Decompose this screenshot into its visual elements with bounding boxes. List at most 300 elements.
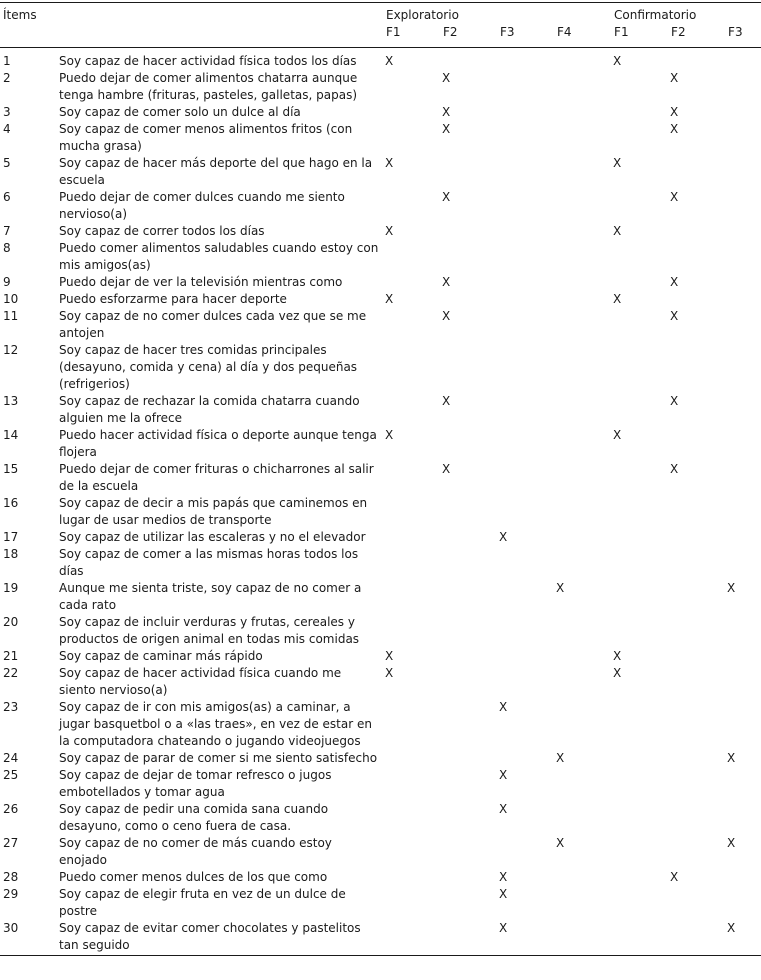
table-row xyxy=(0,70,761,104)
exploratory-factor-cell xyxy=(554,189,611,223)
confirmatory-factor-cell xyxy=(668,835,725,869)
confirmatory-factor-cell xyxy=(611,886,668,920)
item-number: 3 xyxy=(3,105,11,119)
confirmatory-factor-mark: X xyxy=(613,156,622,170)
item-text: Soy capaz de correr todos los días xyxy=(59,224,265,238)
table-row xyxy=(0,835,761,869)
confirmatory-factor-mark: X xyxy=(613,54,622,68)
confirmatory-factor-cell xyxy=(725,240,761,274)
confirmatory-factor-cell xyxy=(611,240,668,274)
exploratory-factor-cell xyxy=(440,886,497,920)
item-text: Soy capaz de no comer dulces cada vez que se me antojen xyxy=(59,309,367,340)
exploratory-factor-mark: X xyxy=(442,122,451,136)
table-row xyxy=(0,274,761,291)
confirmatory-factor-mark: X xyxy=(613,666,622,680)
item-text: Puedo esforzarme para hacer deporte xyxy=(59,292,287,306)
confirmatory-factor-cell xyxy=(611,495,668,529)
exploratory-factor-cell xyxy=(440,869,497,886)
item-text: Soy capaz de parar de comer si me siento satisfecho xyxy=(59,751,378,765)
exploratory-factor-mark: X xyxy=(442,309,451,323)
exploratory-factor-cell xyxy=(497,308,554,342)
table-row xyxy=(0,750,761,767)
exploratory-factor-cell xyxy=(497,223,554,240)
exploratory-factor-cell xyxy=(554,546,611,580)
confirmatory-factor-mark: X xyxy=(670,275,679,289)
exploratory-factor-cell xyxy=(554,648,611,665)
confirmatory-factor-cell xyxy=(725,614,761,648)
confirmatory-factor-cell xyxy=(725,155,761,189)
exploratory-factor-cell xyxy=(554,767,611,801)
exploratory-factor-cell xyxy=(497,48,554,71)
confirmatory-factor-header: F1 xyxy=(611,24,668,48)
exploratory-factor-mark: X xyxy=(499,530,508,544)
item-number: 5 xyxy=(3,156,11,170)
item-text: Soy capaz de hacer actividad física todos los días xyxy=(59,54,357,68)
item-text: Soy capaz de dejar de tomar refresco o jugos embotellados y tomar agua xyxy=(59,768,332,799)
table-row xyxy=(0,393,761,427)
exploratory-factor-cell xyxy=(383,70,440,104)
item-number: 20 xyxy=(3,615,19,629)
confirmatory-factor-mark: X xyxy=(670,309,679,323)
confirmatory-factor-cell xyxy=(611,274,668,291)
confirmatory-factor-cell xyxy=(668,665,725,699)
confirmatory-factor-cell xyxy=(725,546,761,580)
confirmatory-factor-cell xyxy=(668,291,725,308)
item-text: Puedo dejar de comer alimentos chatarra aunque tenga hambre (frituras, pasteles, galletas, papas) xyxy=(59,71,358,102)
item-number: 18 xyxy=(3,547,19,561)
exploratory-factor-cell xyxy=(383,393,440,427)
confirmatory-factor-mark: X xyxy=(670,190,679,204)
exploratory-factor-cell xyxy=(383,886,440,920)
confirmatory-factor-mark: X xyxy=(613,224,622,238)
exploratory-factor-mark: X xyxy=(385,649,394,663)
confirmatory-factor-cell xyxy=(611,835,668,869)
exploratory-factor-mark: X xyxy=(556,581,565,595)
exploratory-factor-cell xyxy=(383,869,440,886)
item-text: Soy capaz de decir a mis papás que caminemos en lugar de usar medios de transporte xyxy=(59,496,368,527)
exploratory-factor-cell xyxy=(440,920,497,956)
exploratory-factor-mark: X xyxy=(497,920,554,956)
exploratory-factor-cell xyxy=(497,648,554,665)
exploratory-factor-cell xyxy=(497,750,554,767)
exploratory-factor-mark: X xyxy=(442,105,451,119)
exploratory-factor-mark: X xyxy=(556,751,565,765)
table-row xyxy=(0,869,761,886)
exploratory-factor-cell xyxy=(554,291,611,308)
confirmatory-factor-mark: X xyxy=(613,428,622,442)
item-text: Puedo dejar de comer dulces cuando me siento nervioso(a) xyxy=(59,190,345,221)
item-number: 15 xyxy=(3,462,19,476)
exploratory-factor-cell xyxy=(497,104,554,121)
exploratory-factor-cell xyxy=(440,648,497,665)
table-row xyxy=(0,291,761,308)
exploratory-factor-cell xyxy=(497,274,554,291)
exploratory-factor-cell xyxy=(554,121,611,155)
exploratory-factor-cell xyxy=(554,70,611,104)
item-text: Puedo hacer actividad física o deporte aunque tenga flojera xyxy=(59,428,377,459)
exploratory-factor-cell xyxy=(554,461,611,495)
exploratory-factor-header: F1 xyxy=(383,24,440,48)
exploratory-factor-cell xyxy=(497,665,554,699)
exploratory-factor-cell xyxy=(383,614,440,648)
confirmatory-factor-cell xyxy=(725,291,761,308)
table-row xyxy=(0,240,761,274)
exploratory-factor-cell xyxy=(383,920,440,956)
table-row xyxy=(0,223,761,240)
exploratory-factor-mark: X xyxy=(442,394,451,408)
exploratory-factor-cell xyxy=(440,223,497,240)
confirmatory-factor-cell xyxy=(725,886,761,920)
exploratory-factor-mark: X xyxy=(442,462,451,476)
confirmatory-factor-mark: X xyxy=(725,920,761,956)
confirmatory-factor-cell xyxy=(611,104,668,121)
item-number: 10 xyxy=(3,292,19,306)
exploratory-factor-cell xyxy=(440,529,497,546)
item-text: Soy capaz de incluir verduras y frutas, cereales y productos de origen animal en todas mis comidas xyxy=(59,615,360,646)
confirmatory-factor-cell xyxy=(668,48,725,71)
exploratory-header: Exploratorio xyxy=(383,3,611,25)
exploratory-factor-cell xyxy=(497,835,554,869)
confirmatory-factor-mark: X xyxy=(670,71,679,85)
exploratory-factor-mark: X xyxy=(499,870,508,884)
exploratory-factor-cell xyxy=(440,835,497,869)
item-number: 13 xyxy=(3,394,19,408)
item-text: Soy capaz de no comer de más cuando estoy enojado xyxy=(59,836,332,867)
exploratory-factor-cell xyxy=(497,393,554,427)
confirmatory-factor-mark: X xyxy=(670,105,679,119)
confirmatory-factor-cell xyxy=(668,223,725,240)
confirmatory-factor-cell xyxy=(668,920,725,956)
table-row xyxy=(0,427,761,461)
exploratory-factor-cell xyxy=(554,427,611,461)
table-row xyxy=(0,189,761,223)
exploratory-factor-cell xyxy=(383,767,440,801)
confirmatory-factor-cell xyxy=(725,121,761,155)
table-row xyxy=(0,121,761,155)
exploratory-factor-cell xyxy=(440,665,497,699)
exploratory-factor-cell xyxy=(497,291,554,308)
confirmatory-factor-cell xyxy=(611,342,668,393)
item-text: Soy capaz de evitar comer chocolates y pastelitos tan seguido xyxy=(58,920,383,956)
confirmatory-factor-cell xyxy=(611,920,668,956)
confirmatory-factor-mark: X xyxy=(727,751,736,765)
exploratory-factor-cell xyxy=(497,614,554,648)
exploratory-factor-cell xyxy=(440,291,497,308)
confirmatory-factor-cell xyxy=(668,580,725,614)
exploratory-factor-cell xyxy=(497,342,554,393)
confirmatory-factor-mark: X xyxy=(670,122,679,136)
item-number: 26 xyxy=(3,802,19,816)
item-number: 30 xyxy=(0,920,58,956)
confirmatory-factor-cell xyxy=(725,70,761,104)
exploratory-factor-cell xyxy=(440,240,497,274)
exploratory-factor-cell xyxy=(383,580,440,614)
confirmatory-factor-cell xyxy=(611,529,668,546)
item-number: 9 xyxy=(3,275,11,289)
confirmatory-factor-mark: X xyxy=(727,836,736,850)
confirmatory-factor-cell xyxy=(725,699,761,750)
item-number: 12 xyxy=(3,343,19,357)
item-number: 2 xyxy=(3,71,11,85)
table-row xyxy=(0,529,761,546)
confirmatory-factor-cell xyxy=(668,750,725,767)
item-text: Soy capaz de pedir una comida sana cuando desayuno, como o ceno fuera de casa. xyxy=(59,802,329,833)
table-row xyxy=(0,614,761,648)
confirmatory-factor-cell xyxy=(611,189,668,223)
exploratory-factor-cell xyxy=(440,48,497,71)
exploratory-factor-cell xyxy=(440,580,497,614)
confirmatory-factor-cell xyxy=(611,461,668,495)
table-row xyxy=(0,767,761,801)
exploratory-factor-mark: X xyxy=(442,275,451,289)
exploratory-factor-cell xyxy=(497,427,554,461)
exploratory-factor-mark: X xyxy=(442,71,451,85)
exploratory-factor-mark: X xyxy=(385,54,394,68)
item-text: Soy capaz de hacer tres comidas principales (desayuno, comida y cena) al día y dos pequeñas (refrigerios) xyxy=(59,343,358,391)
exploratory-factor-cell xyxy=(383,342,440,393)
item-number: 6 xyxy=(3,190,11,204)
exploratory-factor-cell xyxy=(440,750,497,767)
exploratory-factor-cell xyxy=(554,274,611,291)
item-text: Soy capaz de elegir fruta en vez de un dulce de postre xyxy=(59,887,346,918)
table-row xyxy=(0,308,761,342)
exploratory-factor-header: F4 xyxy=(554,24,611,48)
exploratory-factor-cell xyxy=(383,529,440,546)
exploratory-factor-cell xyxy=(497,546,554,580)
confirmatory-factor-cell xyxy=(668,529,725,546)
table-row xyxy=(0,665,761,699)
item-text: Soy capaz de hacer más deporte del que hago en la escuela xyxy=(59,156,373,187)
confirmatory-factor-cell xyxy=(668,342,725,393)
table-row xyxy=(0,920,761,956)
exploratory-factor-cell xyxy=(554,155,611,189)
confirmatory-factor-cell xyxy=(668,427,725,461)
exploratory-factor-cell xyxy=(440,427,497,461)
confirmatory-factor-cell xyxy=(668,648,725,665)
table-row xyxy=(0,801,761,835)
confirmatory-factor-cell xyxy=(668,240,725,274)
exploratory-factor-mark: X xyxy=(499,768,508,782)
exploratory-factor-cell xyxy=(383,461,440,495)
exploratory-factor-cell xyxy=(383,699,440,750)
exploratory-factor-mark: X xyxy=(499,802,508,816)
item-number: 25 xyxy=(3,768,19,782)
item-number: 7 xyxy=(3,224,11,238)
exploratory-factor-cell xyxy=(554,495,611,529)
exploratory-factor-cell xyxy=(440,699,497,750)
exploratory-factor-cell xyxy=(554,665,611,699)
exploratory-factor-cell xyxy=(383,121,440,155)
confirmatory-factor-mark: X xyxy=(670,462,679,476)
table-row xyxy=(0,495,761,529)
exploratory-factor-cell xyxy=(497,189,554,223)
items-header: Ítems xyxy=(0,3,58,25)
exploratory-factor-cell xyxy=(497,70,554,104)
exploratory-factor-mark: X xyxy=(442,190,451,204)
confirmatory-factor-cell xyxy=(725,393,761,427)
item-number: 28 xyxy=(3,870,19,884)
confirmatory-factor-cell xyxy=(725,223,761,240)
confirmatory-factor-cell xyxy=(668,767,725,801)
item-text: Soy capaz de caminar más rápido xyxy=(59,649,263,663)
exploratory-factor-cell xyxy=(497,155,554,189)
item-number: 24 xyxy=(3,751,19,765)
item-number: 1 xyxy=(3,54,11,68)
exploratory-factor-cell xyxy=(383,495,440,529)
item-number: 4 xyxy=(3,122,11,136)
confirmatory-factor-cell xyxy=(725,648,761,665)
exploratory-factor-cell xyxy=(440,546,497,580)
table-row xyxy=(0,461,761,495)
confirmatory-factor-cell xyxy=(725,869,761,886)
confirmatory-factor-cell xyxy=(668,614,725,648)
exploratory-factor-cell xyxy=(440,767,497,801)
exploratory-factor-cell xyxy=(554,529,611,546)
confirmatory-factor-cell xyxy=(611,801,668,835)
exploratory-factor-cell xyxy=(497,580,554,614)
item-number: 17 xyxy=(3,530,19,544)
exploratory-factor-cell xyxy=(554,48,611,71)
exploratory-factor-cell xyxy=(383,274,440,291)
confirmatory-factor-cell xyxy=(611,546,668,580)
confirmatory-factor-mark: X xyxy=(613,292,622,306)
exploratory-factor-cell xyxy=(440,801,497,835)
exploratory-factor-cell xyxy=(383,750,440,767)
confirmatory-factor-cell xyxy=(668,495,725,529)
exploratory-factor-cell xyxy=(497,240,554,274)
exploratory-factor-mark: X xyxy=(499,700,508,714)
item-number: 23 xyxy=(3,700,19,714)
confirmatory-factor-cell xyxy=(725,189,761,223)
item-number: 22 xyxy=(3,666,19,680)
confirmatory-factor-cell xyxy=(611,699,668,750)
table-row xyxy=(0,104,761,121)
item-number: 16 xyxy=(3,496,19,510)
exploratory-factor-mark: X xyxy=(385,156,394,170)
table-row xyxy=(0,699,761,750)
exploratory-factor-cell xyxy=(554,308,611,342)
confirmatory-factor-header: F3 xyxy=(725,24,761,48)
confirmatory-factor-cell xyxy=(725,801,761,835)
exploratory-factor-cell xyxy=(554,104,611,121)
exploratory-factor-cell xyxy=(383,308,440,342)
exploratory-factor-mark: X xyxy=(385,292,394,306)
table-row xyxy=(0,580,761,614)
exploratory-factor-cell xyxy=(383,801,440,835)
exploratory-factor-cell xyxy=(554,886,611,920)
item-text: Puedo comer alimentos saludables cuando estoy con mis amigos(as) xyxy=(59,241,379,272)
confirmatory-factor-cell xyxy=(611,308,668,342)
confirmatory-factor-cell xyxy=(668,801,725,835)
item-text: Soy capaz de comer a las mismas horas todos los días xyxy=(59,547,359,578)
confirmatory-factor-cell xyxy=(725,342,761,393)
exploratory-factor-cell xyxy=(554,614,611,648)
confirmatory-factor-mark: X xyxy=(670,394,679,408)
confirmatory-factor-cell xyxy=(611,393,668,427)
exploratory-factor-cell xyxy=(383,240,440,274)
item-text: Soy capaz de hacer actividad física cuando me siento nervioso(a) xyxy=(59,666,342,697)
item-text: Soy capaz de comer solo un dulce al día xyxy=(59,105,301,119)
exploratory-factor-cell xyxy=(554,699,611,750)
item-number: 29 xyxy=(3,887,19,901)
confirmatory-header: Confirmatorio xyxy=(611,3,761,25)
item-text: Soy capaz de rechazar la comida chatarra cuando alguien me la ofrece xyxy=(59,394,360,425)
exploratory-factor-mark: X xyxy=(556,836,565,850)
exploratory-factor-header: F3 xyxy=(497,24,554,48)
table-row xyxy=(0,48,761,71)
table-row xyxy=(0,546,761,580)
confirmatory-factor-cell xyxy=(611,750,668,767)
exploratory-factor-cell xyxy=(554,342,611,393)
exploratory-factor-cell xyxy=(554,920,611,956)
item-number: 21 xyxy=(3,649,19,663)
item-text: Soy capaz de utilizar las escaleras y no el elevador xyxy=(59,530,366,544)
confirmatory-factor-cell xyxy=(725,48,761,71)
confirmatory-factor-cell xyxy=(611,767,668,801)
exploratory-factor-cell xyxy=(440,342,497,393)
confirmatory-factor-cell xyxy=(668,155,725,189)
exploratory-factor-cell xyxy=(497,495,554,529)
item-text: Aunque me sienta triste, soy capaz de no comer a cada rato xyxy=(59,581,362,612)
confirmatory-factor-mark: X xyxy=(613,649,622,663)
item-text: Puedo dejar de ver la televisión mientras como xyxy=(59,275,343,289)
confirmatory-factor-cell xyxy=(668,886,725,920)
exploratory-factor-cell xyxy=(554,223,611,240)
exploratory-factor-cell xyxy=(440,614,497,648)
exploratory-factor-cell xyxy=(440,495,497,529)
item-number: 8 xyxy=(3,241,11,255)
exploratory-factor-cell xyxy=(383,546,440,580)
confirmatory-factor-cell xyxy=(725,461,761,495)
item-number: 19 xyxy=(3,581,19,595)
item-text: Soy capaz de ir con mis amigos(as) a caminar, a jugar basquetbol o a «las traes», en vez de estar en la computadora chateando o jugando videojuegos xyxy=(59,700,372,748)
exploratory-factor-cell xyxy=(497,121,554,155)
confirmatory-factor-cell xyxy=(725,427,761,461)
exploratory-factor-mark: X xyxy=(499,887,508,901)
confirmatory-factor-mark: X xyxy=(670,870,679,884)
exploratory-factor-cell xyxy=(497,461,554,495)
confirmatory-factor-cell xyxy=(725,767,761,801)
confirmatory-factor-cell xyxy=(725,665,761,699)
table-row xyxy=(0,342,761,393)
item-number: 14 xyxy=(3,428,19,442)
exploratory-factor-mark: X xyxy=(385,428,394,442)
table-row xyxy=(0,648,761,665)
confirmatory-factor-header: F2 xyxy=(668,24,725,48)
confirmatory-factor-cell xyxy=(725,104,761,121)
item-text: Soy capaz de comer menos alimentos fritos (con mucha grasa) xyxy=(59,122,353,153)
table-row xyxy=(0,155,761,189)
confirmatory-factor-cell xyxy=(725,495,761,529)
exploratory-factor-cell xyxy=(383,104,440,121)
confirmatory-factor-cell xyxy=(668,546,725,580)
item-number: 11 xyxy=(3,309,19,323)
exploratory-factor-header: F2 xyxy=(440,24,497,48)
confirmatory-factor-cell xyxy=(725,529,761,546)
confirmatory-factor-cell xyxy=(611,580,668,614)
items-factor-table xyxy=(0,2,761,956)
confirmatory-factor-cell xyxy=(725,308,761,342)
item-text: Puedo comer menos dulces de los que como xyxy=(59,870,328,884)
confirmatory-factor-cell xyxy=(611,70,668,104)
confirmatory-factor-cell xyxy=(668,699,725,750)
exploratory-factor-mark: X xyxy=(385,224,394,238)
confirmatory-factor-cell xyxy=(611,121,668,155)
confirmatory-factor-cell xyxy=(725,274,761,291)
exploratory-factor-cell xyxy=(383,835,440,869)
exploratory-factor-cell xyxy=(554,240,611,274)
item-text: Puedo dejar de comer frituras o chicharrones al salir de la escuela xyxy=(59,462,374,493)
